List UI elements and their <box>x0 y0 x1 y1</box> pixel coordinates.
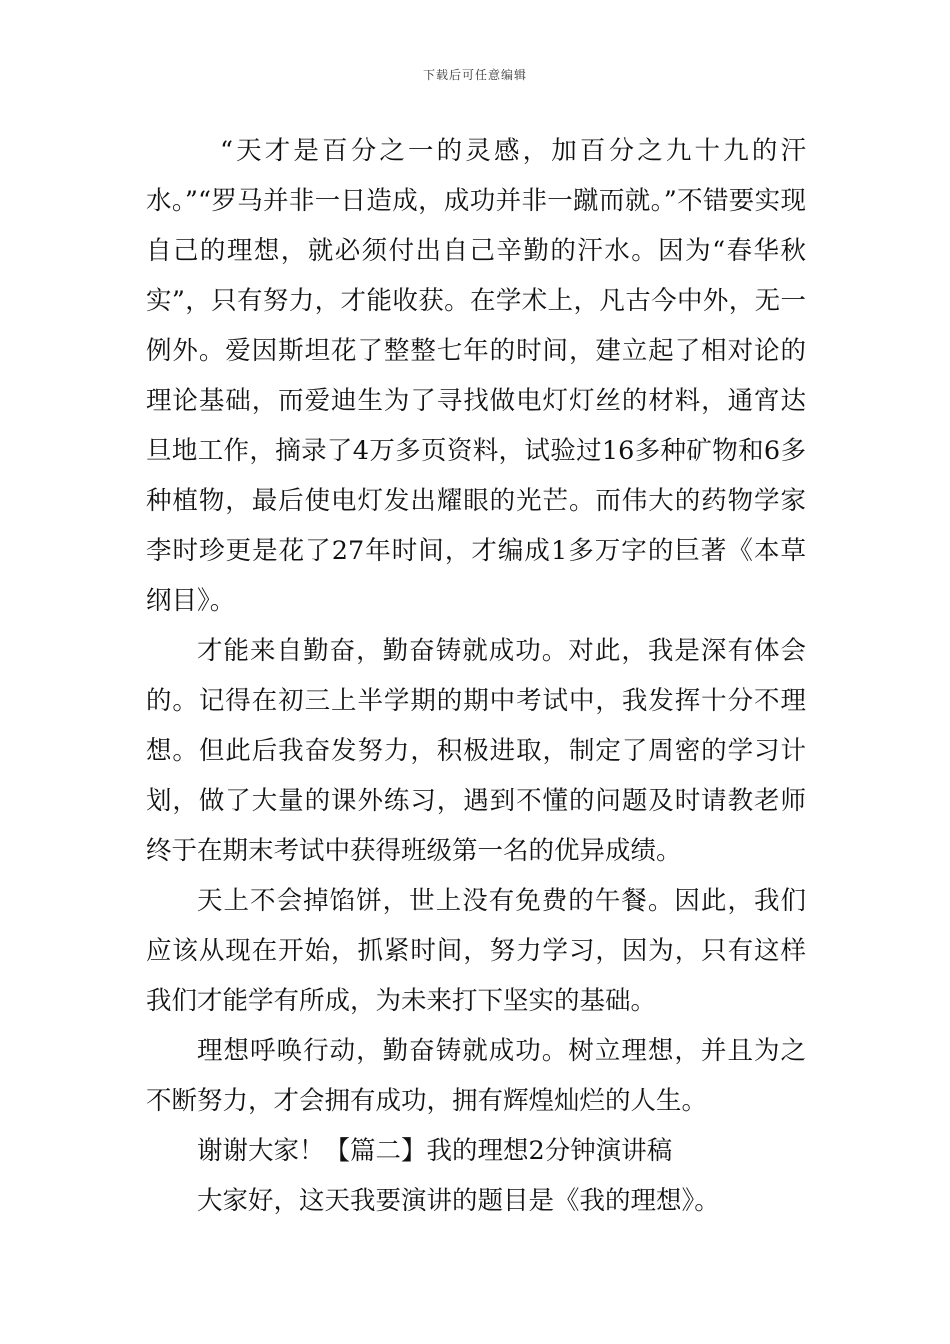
paragraph-5: 谢谢大家！【篇二】我的理想2分钟演讲稿 <box>197 1136 673 1166</box>
page-header: 下载后可任意编辑 <box>422 68 527 82</box>
paragraph-1: “天才是百分之一的灵感，加百分之九十九的汗水。”“罗马并非一日造成，成功并非一蹴而就。”不错要实现自己的理想，就必须付出自己辛勤的汗水。因为“春华秋实”，只有努力，才能收获。在学术上，凡古今中外，无一例外。爱因斯坦花了整整七年的时间，建立起了相对论的理论基础，而爱迪生为了寻找做电灯灯丝的材料，通宵达旦地工作，摘录了4万多页资料，试验过16多种矿物和6多种植物，最后使电灯发出耀眼的光芒。而伟大的药物学家李时珍更是花了27年时间，才编成1多万字的巨著《本草纲目》。 <box>146 136 806 616</box>
paragraph-4: 理想呼唤行动，勤奋铸就成功。树立理想，并且为之不断努力，才会拥有成功，拥有辉煌灿烂的人生。 <box>146 1036 806 1116</box>
paragraph-2: 才能来自勤奋，勤奋铸就成功。对此，我是深有体会的。记得在初三上半学期的期中考试中，我发挥十分不理想。但此后我奋发努力，积极进取，制定了周密的学习计划，做了大量的课外练习，遇到不懂的问题及时请教老师终于在期末考试中获得班级第一名的优异成绩。 <box>146 636 806 866</box>
document-body <box>146 126 806 1226</box>
paragraph-3: 天上不会掉馅饼，世上没有免费的午餐。因此，我们应该从现在开始，抓紧时间，努力学习，因为，只有这样我们才能学有所成，为未来打下坚实的基础。 <box>146 886 806 1016</box>
paragraph-6: 大家好，这天我要演讲的题目是《我的理想》。 <box>197 1186 720 1216</box>
